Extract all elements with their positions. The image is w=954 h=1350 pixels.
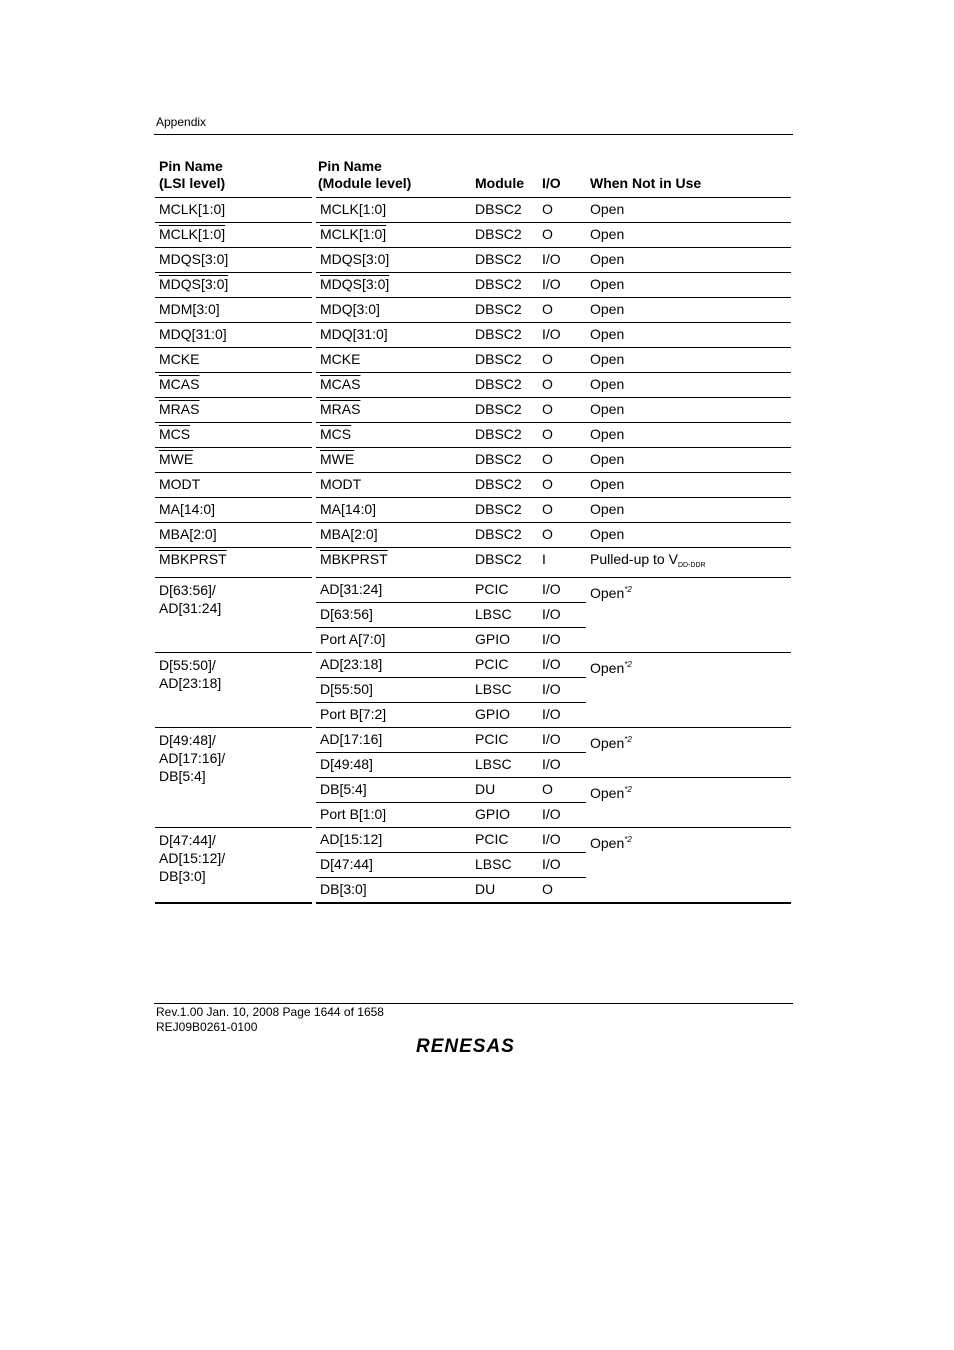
module-pin: MDQ[31:0] bbox=[314, 323, 471, 348]
table-row bbox=[155, 423, 791, 448]
table-row bbox=[155, 398, 791, 423]
module-pin: MBKPRST bbox=[314, 548, 471, 578]
io: I/O bbox=[538, 603, 586, 628]
lsi-pin: MA[14:0] bbox=[155, 498, 314, 523]
footnote-ref: *2 bbox=[624, 735, 632, 744]
table-row bbox=[155, 523, 791, 548]
table-row bbox=[155, 198, 791, 223]
when-not-in-use: Open bbox=[586, 373, 791, 398]
when-not-in-use: Open bbox=[586, 448, 791, 473]
table-row bbox=[155, 828, 791, 853]
module: DU bbox=[471, 778, 538, 803]
col-header-module: Module bbox=[471, 155, 538, 198]
module: DBSC2 bbox=[471, 273, 538, 298]
table-row bbox=[155, 448, 791, 473]
module-pin: MBA[2:0] bbox=[314, 523, 471, 548]
io: I/O bbox=[538, 248, 586, 273]
revision-info: Rev.1.00 Jan. 10, 2008 Page 1644 of 1658 bbox=[156, 1005, 384, 1019]
table-row bbox=[155, 348, 791, 373]
col-header-when-not-in-use: When Not in Use bbox=[586, 155, 791, 198]
module: DBSC2 bbox=[471, 398, 538, 423]
io: I bbox=[538, 548, 586, 578]
when-not-in-use: Open bbox=[586, 498, 791, 523]
when-not-in-use: Open bbox=[586, 298, 791, 323]
io: O bbox=[538, 448, 586, 473]
module: DBSC2 bbox=[471, 223, 538, 248]
io: O bbox=[538, 423, 586, 448]
io: I/O bbox=[538, 578, 586, 603]
lsi-pin: MRAS bbox=[155, 398, 314, 423]
lsi-pin: MODT bbox=[155, 473, 314, 498]
table-row bbox=[155, 373, 791, 398]
module: DBSC2 bbox=[471, 523, 538, 548]
io: O bbox=[538, 398, 586, 423]
module: DBSC2 bbox=[471, 498, 538, 523]
io: I/O bbox=[538, 828, 586, 853]
module: DBSC2 bbox=[471, 198, 538, 223]
lsi-pin: MDM[3:0] bbox=[155, 298, 314, 323]
table-row bbox=[155, 498, 791, 523]
running-header: Appendix bbox=[156, 115, 207, 129]
io: I/O bbox=[538, 753, 586, 778]
module-pin: D[55:50] bbox=[314, 678, 471, 703]
lsi-pin: MBKPRST bbox=[155, 548, 314, 578]
io: O bbox=[538, 778, 586, 803]
io: I/O bbox=[538, 628, 586, 653]
lsi-pin-group: D[49:48]/ AD[17:16]/ DB[5:4] bbox=[155, 728, 314, 828]
io: O bbox=[538, 373, 586, 398]
table-row bbox=[155, 223, 791, 248]
module: GPIO bbox=[471, 803, 538, 828]
when-not-in-use: Open bbox=[586, 248, 791, 273]
module: LBSC bbox=[471, 853, 538, 878]
module: LBSC bbox=[471, 603, 538, 628]
table-row bbox=[155, 248, 791, 273]
when-not-in-use: Open$^{*2}$ bbox=[586, 828, 791, 904]
module: DBSC2 bbox=[471, 298, 538, 323]
logo-wordmark: RENESAS bbox=[416, 1036, 515, 1057]
lsi-pin: MCAS bbox=[155, 373, 314, 398]
when-not-in-use: Open$^{*2}$ bbox=[586, 578, 791, 653]
lsi-pin: MCLK[1:0] bbox=[155, 223, 314, 248]
col-header-io: I/O bbox=[538, 155, 586, 198]
footnote-ref: *2 bbox=[624, 585, 632, 594]
io: I/O bbox=[538, 678, 586, 703]
io: I/O bbox=[538, 653, 586, 678]
module-pin: AD[23:18] bbox=[314, 653, 471, 678]
when-not-in-use: Open$^{*2}$ bbox=[586, 653, 791, 728]
module: GPIO bbox=[471, 628, 538, 653]
table-row bbox=[155, 548, 791, 578]
when-not-in-use: Pulled-up to $V_{DD-DDR}$ bbox=[586, 548, 791, 578]
module-pin: $\overline{MCS}$ bbox=[314, 423, 471, 448]
footnote-ref: *2 bbox=[624, 660, 632, 669]
module-pin: MDQS[3:0] bbox=[314, 248, 471, 273]
table-row bbox=[155, 323, 791, 348]
module: DBSC2 bbox=[471, 448, 538, 473]
when-not-in-use: Open bbox=[586, 323, 791, 348]
io: O bbox=[538, 498, 586, 523]
when-not-in-use: Open bbox=[586, 223, 791, 248]
when-not-in-use: Open bbox=[586, 423, 791, 448]
when-not-in-use: Open bbox=[586, 273, 791, 298]
module-pin: AD[31:24] bbox=[314, 578, 471, 603]
table-row bbox=[155, 273, 791, 298]
module: GPIO bbox=[471, 703, 538, 728]
when-not-in-use: Open bbox=[586, 473, 791, 498]
lsi-pin: $\overline{MCS}$ bbox=[155, 423, 314, 448]
vdd-subscript: DD-DDR bbox=[677, 562, 706, 569]
module-pin: Port A[7:0] bbox=[314, 628, 471, 653]
lsi-pin: MBA[2:0] bbox=[155, 523, 314, 548]
module-pin: AD[15:12] bbox=[314, 828, 471, 853]
when-not-in-use: Open$^{*2}$ bbox=[586, 728, 791, 778]
module: PCIC bbox=[471, 653, 538, 678]
footer-rule bbox=[154, 1003, 793, 1004]
module: LBSC bbox=[471, 753, 538, 778]
module-pin: D[63:56] bbox=[314, 603, 471, 628]
lsi-pin: MCKE bbox=[155, 348, 314, 373]
module-pin: MCKE bbox=[314, 348, 471, 373]
io: I/O bbox=[538, 853, 586, 878]
table-row bbox=[155, 473, 791, 498]
table-row bbox=[155, 728, 791, 753]
table-row bbox=[155, 298, 791, 323]
module: DBSC2 bbox=[471, 248, 538, 273]
module-pin: Port B[1:0] bbox=[314, 803, 471, 828]
lsi-pin-group: D[47:44]/ AD[15:12]/ DB[3:0] bbox=[155, 828, 314, 904]
when-not-in-use: Open bbox=[586, 198, 791, 223]
module: DBSC2 bbox=[471, 423, 538, 448]
lsi-pin: MDQS[3:0] bbox=[155, 248, 314, 273]
io: I/O bbox=[538, 703, 586, 728]
when-not-in-use: Open$^{*2}$ bbox=[586, 778, 791, 828]
io: O bbox=[538, 223, 586, 248]
module: LBSC bbox=[471, 678, 538, 703]
header-rule bbox=[154, 134, 793, 135]
module: PCIC bbox=[471, 578, 538, 603]
module-pin: MCLK[1:0] bbox=[314, 198, 471, 223]
module-pin: $\overline{MWE}$ bbox=[314, 448, 471, 473]
io: O bbox=[538, 198, 586, 223]
module-pin: DB[3:0] bbox=[314, 878, 471, 904]
module: DBSC2 bbox=[471, 323, 538, 348]
io: I/O bbox=[538, 803, 586, 828]
module: DBSC2 bbox=[471, 348, 538, 373]
module-pin: MRAS bbox=[314, 398, 471, 423]
module: DBSC2 bbox=[471, 548, 538, 578]
module-pin: MA[14:0] bbox=[314, 498, 471, 523]
document-number: REJ09B0261-0100 bbox=[156, 1020, 258, 1034]
pin-table bbox=[155, 155, 791, 904]
footnote-ref: *2 bbox=[624, 785, 632, 794]
module-pin: DB[5:4] bbox=[314, 778, 471, 803]
module-pin: AD[17:16] bbox=[314, 728, 471, 753]
module-pin: MODT bbox=[314, 473, 471, 498]
io: O bbox=[538, 473, 586, 498]
module: DU bbox=[471, 878, 538, 904]
io: I/O bbox=[538, 323, 586, 348]
renesas-logo bbox=[414, 1033, 534, 1057]
io: I/O bbox=[538, 273, 586, 298]
io: O bbox=[538, 878, 586, 904]
module: PCIC bbox=[471, 728, 538, 753]
lsi-pin: MDQS[3:0] bbox=[155, 273, 314, 298]
table-header-row bbox=[155, 155, 791, 198]
module-pin: MCAS bbox=[314, 373, 471, 398]
io: I/O bbox=[538, 728, 586, 753]
module: PCIC bbox=[471, 828, 538, 853]
when-not-in-use: Open bbox=[586, 398, 791, 423]
io: O bbox=[538, 523, 586, 548]
table-row bbox=[155, 653, 791, 678]
when-not-in-use: Open bbox=[586, 523, 791, 548]
lsi-pin-group: D[55:50]/ AD[23:18] bbox=[155, 653, 314, 728]
table-row bbox=[155, 578, 791, 603]
module: DBSC2 bbox=[471, 373, 538, 398]
io: O bbox=[538, 298, 586, 323]
col-header-module-level: Pin Name (Module level) bbox=[314, 155, 471, 198]
when-not-in-use: Open bbox=[586, 348, 791, 373]
footnote-ref: *2 bbox=[624, 835, 632, 844]
io: O bbox=[538, 348, 586, 373]
module-pin: MDQS[3:0] bbox=[314, 273, 471, 298]
module-pin: MCLK[1:0] bbox=[314, 223, 471, 248]
lsi-pin: $\overline{MWE}$ bbox=[155, 448, 314, 473]
module: DBSC2 bbox=[471, 473, 538, 498]
module-pin: D[47:44] bbox=[314, 853, 471, 878]
module-pin: D[49:48] bbox=[314, 753, 471, 778]
lsi-pin: MDQ[31:0] bbox=[155, 323, 314, 348]
lsi-pin: MCLK[1:0] bbox=[155, 198, 314, 223]
col-header-lsi: Pin Name (LSI level) bbox=[155, 155, 314, 198]
lsi-pin-group: D[63:56]/ AD[31:24] bbox=[155, 578, 314, 653]
module-pin: Port B[7:2] bbox=[314, 703, 471, 728]
module-pin: MDQ[3:0] bbox=[314, 298, 471, 323]
